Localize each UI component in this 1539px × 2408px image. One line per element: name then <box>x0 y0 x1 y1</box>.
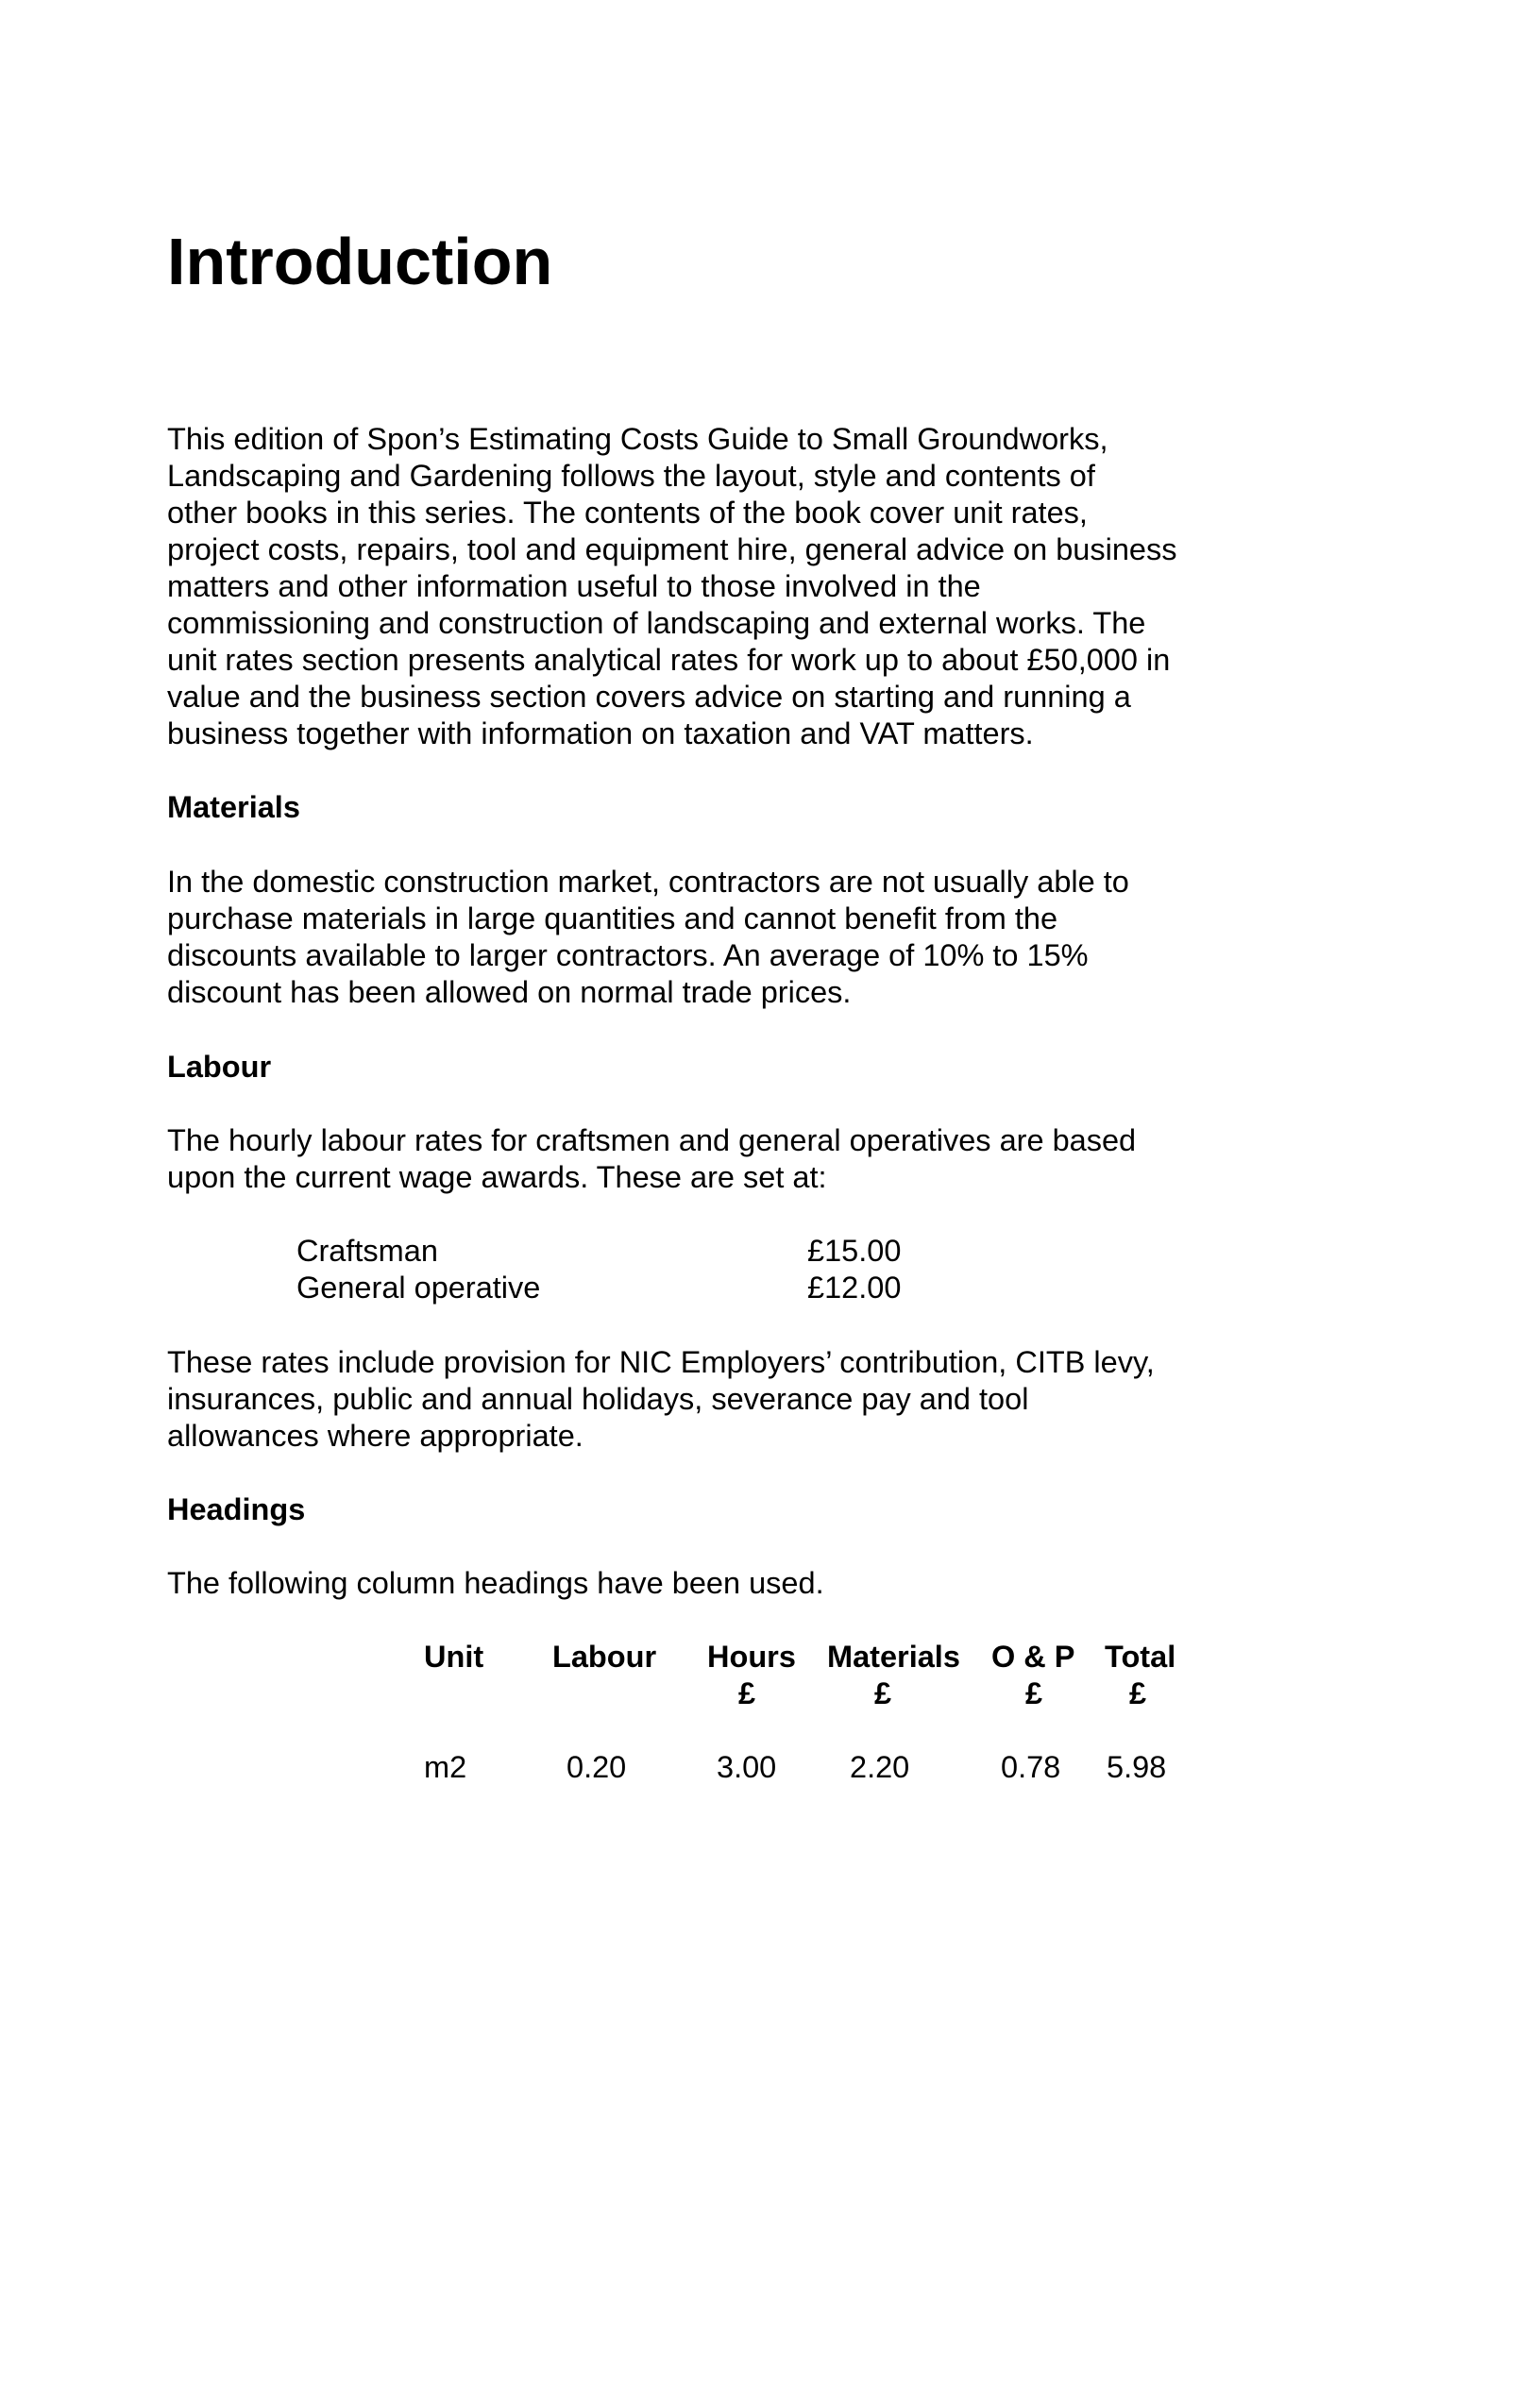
example-cell-unit: m2 <box>424 1750 467 1784</box>
rate-row-general-operative <box>0 1270 1539 1306</box>
intro-line: matters and other information useful to those involved in the <box>167 569 981 603</box>
rate-value: £12.00 <box>807 1271 902 1305</box>
materials-line: discount has been allowed on normal trade prices. <box>167 975 852 1009</box>
currency-symbol: £ <box>1129 1676 1147 1710</box>
example-cell-op: 0.78 <box>1001 1750 1061 1784</box>
labour-provision-line: allowances where appropriate. <box>167 1419 583 1453</box>
currency-symbol: £ <box>1025 1676 1043 1710</box>
rate-value: £15.00 <box>807 1234 902 1268</box>
currency-symbol: £ <box>874 1676 892 1710</box>
example-cell-materials: 2.20 <box>850 1750 910 1784</box>
intro-line: commissioning and construction of landscaping and external works. The <box>167 606 1146 640</box>
column-header-op: O & P <box>991 1640 1075 1674</box>
labour-line: upon the current wage awards. These are set at: <box>167 1160 827 1194</box>
column-header-hours: Hours <box>707 1640 796 1674</box>
labour-provision-line: insurances, public and annual holidays, severance pay and tool <box>167 1382 1029 1416</box>
labour-line: The hourly labour rates for craftsmen and general operatives are based <box>167 1123 1137 1157</box>
column-header-labour: Labour <box>552 1640 657 1674</box>
intro-line: Landscaping and Gardening follows the layout, style and contents of <box>167 459 1095 493</box>
headings-heading: Headings <box>167 1492 306 1526</box>
headings-line: The following column headings have been used. <box>167 1566 824 1600</box>
materials-heading: Materials <box>167 790 300 824</box>
rate-row-craftsman <box>0 1233 1539 1270</box>
intro-paragraph <box>167 421 1300 752</box>
rate-role: Craftsman <box>296 1234 438 1268</box>
headings-paragraph <box>167 1565 1300 1602</box>
labour-provision-paragraph <box>167 1344 1300 1455</box>
column-header-unit: Unit <box>424 1640 484 1674</box>
labour-paragraph <box>167 1122 1300 1196</box>
intro-line: This edition of Spon’s Estimating Costs Guide to Small Groundworks, <box>167 422 1108 456</box>
labour-heading: Labour <box>167 1050 272 1084</box>
example-cell-total: 5.98 <box>1107 1750 1167 1784</box>
materials-line: In the domestic construction market, contractors are not usually able to <box>167 865 1129 899</box>
intro-line: value and the business section covers advice on starting and running a <box>167 680 1131 714</box>
rate-role: General operative <box>296 1271 541 1305</box>
materials-line: discounts available to larger contractors. An average of 10% to 15% <box>167 938 1089 972</box>
column-header-materials: Materials <box>827 1640 960 1674</box>
materials-paragraph <box>167 864 1300 1011</box>
intro-line: other books in this series. The contents of the book cover unit rates, <box>167 496 1088 530</box>
intro-line: unit rates section presents analytical rates for work up to about £50,000 in <box>167 643 1171 677</box>
intro-line: business together with information on taxation and VAT matters. <box>167 716 1034 750</box>
column-header-total: Total <box>1105 1640 1176 1674</box>
page-title: Introduction <box>167 225 553 298</box>
labour-provision-line: These rates include provision for NIC Employers’ contribution, CITB levy, <box>167 1345 1155 1379</box>
example-cell-labour: 0.20 <box>567 1750 627 1784</box>
currency-symbol: £ <box>738 1676 756 1710</box>
intro-line: project costs, repairs, tool and equipment hire, general advice on business <box>167 532 1177 566</box>
example-cell-hours: 3.00 <box>717 1750 777 1784</box>
materials-line: purchase materials in large quantities and cannot benefit from the <box>167 901 1058 935</box>
